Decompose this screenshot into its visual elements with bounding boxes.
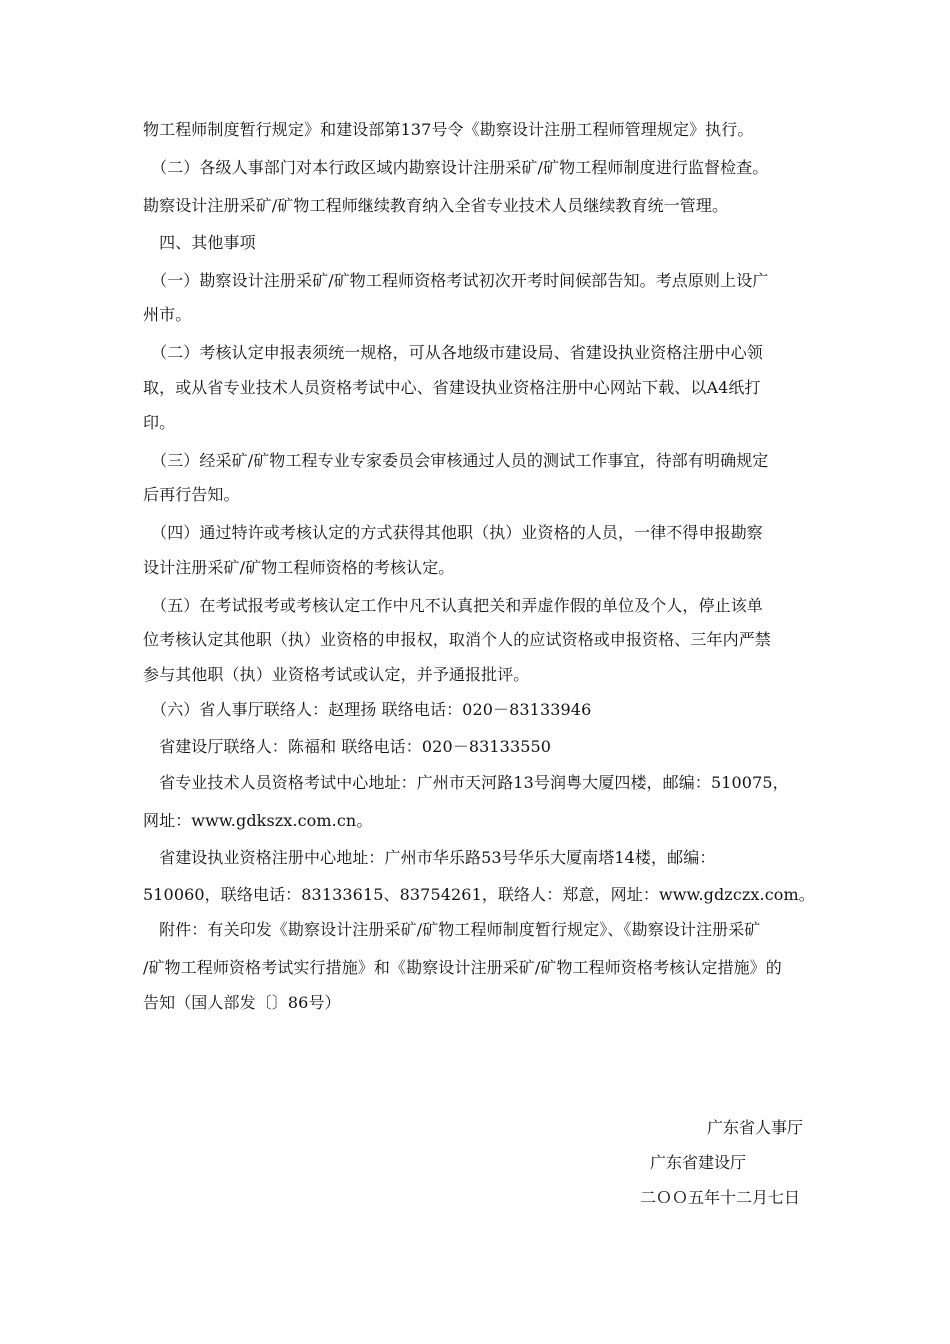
body-line: 省专业技术人员资格考试中心地址：广州市天河路13号润粤大厦四楼，邮编：510075，: [143, 773, 789, 792]
body-line: （五）在考试报考或考核认定工作中凡不认真把关和弄虚作假的单位及个人，停止该单: [143, 596, 763, 615]
body-line: 省建设执业资格注册中心地址：广州市华乐路53号华乐大厦南塔14楼，邮编：: [143, 848, 716, 867]
attachment-line: /矿物工程师资格考试实行措施》和《勘察设计注册采矿/矿物工程师资格考核认定措施》的: [143, 958, 782, 977]
body-line: 设计注册采矿/矿物工程师资格的考核认定。: [143, 558, 455, 577]
body-line: 位考核认定其他职（执）业资格的申报权，取消个人的应试资格或申报资格、三年内严禁: [143, 630, 771, 649]
body-line: 510060，联络电话：83133615、83754261，联络人：郑意，网址：www.gdzczx.com。: [143, 885, 815, 904]
body-line: 省建设厅联络人：陈福和 联络电话：020－83133550: [143, 737, 552, 756]
body-line: 勘察设计注册采矿/矿物工程师继续教育纳入全省专业技术人员继续教育统一管理。: [143, 196, 729, 215]
body-line: （二）各级人事部门对本行政区域内勘察设计注册采矿/矿物工程师制度进行监督检查。: [143, 158, 769, 177]
signature-org-construction: 广东省建设厅: [650, 1153, 747, 1172]
body-line: （一）勘察设计注册采矿/矿物工程师资格考试初次开考时间候部告知。考点原则上设广: [143, 271, 769, 290]
body-line: 物工程师制度暂行规定》和建设部第137号令《勘察设计注册工程师管理规定》执行。: [143, 120, 754, 139]
body-line: 网址：www.gdkszx.com.cn。: [143, 811, 373, 830]
body-line: 参与其他职（执）业资格考试或认定，并予通报批评。: [143, 665, 530, 684]
signature-org-personnel: 广东省人事厅: [707, 1118, 804, 1137]
body-line: （二）考核认定申报表须统一规格，可从各地级市建设局、省建设执业资格注册中心领: [143, 343, 763, 362]
section-heading: 四、其他事项: [143, 233, 256, 252]
body-line: （三）经采矿/矿物工程专业专家委员会审核通过人员的测试工作事宜，待部有明确规定: [143, 451, 769, 470]
attachment-line: 告知（国人部发〔〕86号）: [143, 993, 341, 1012]
attachment-line: 附件：有关印发《勘察设计注册采矿/矿物工程师制度暂行规定》、《勘察设计注册采矿: [143, 920, 761, 939]
body-line: （六）省人事厅联络人：赵理扬 联络电话：020－83133946: [143, 700, 592, 719]
signature-date: 二ＯＯ五年十二月七日: [640, 1188, 801, 1207]
body-line: 后再行告知。: [143, 485, 240, 504]
body-line: （四）通过特许或考核认定的方式获得其他职（执）业资格的人员，一律不得申报勘察: [143, 523, 763, 542]
body-line: 州市。: [143, 305, 192, 324]
body-line: 印。: [143, 413, 176, 432]
body-line: 取，或从省专业技术人员资格考试中心、省建设执业资格注册中心网站下载、以A4纸打: [143, 378, 761, 397]
